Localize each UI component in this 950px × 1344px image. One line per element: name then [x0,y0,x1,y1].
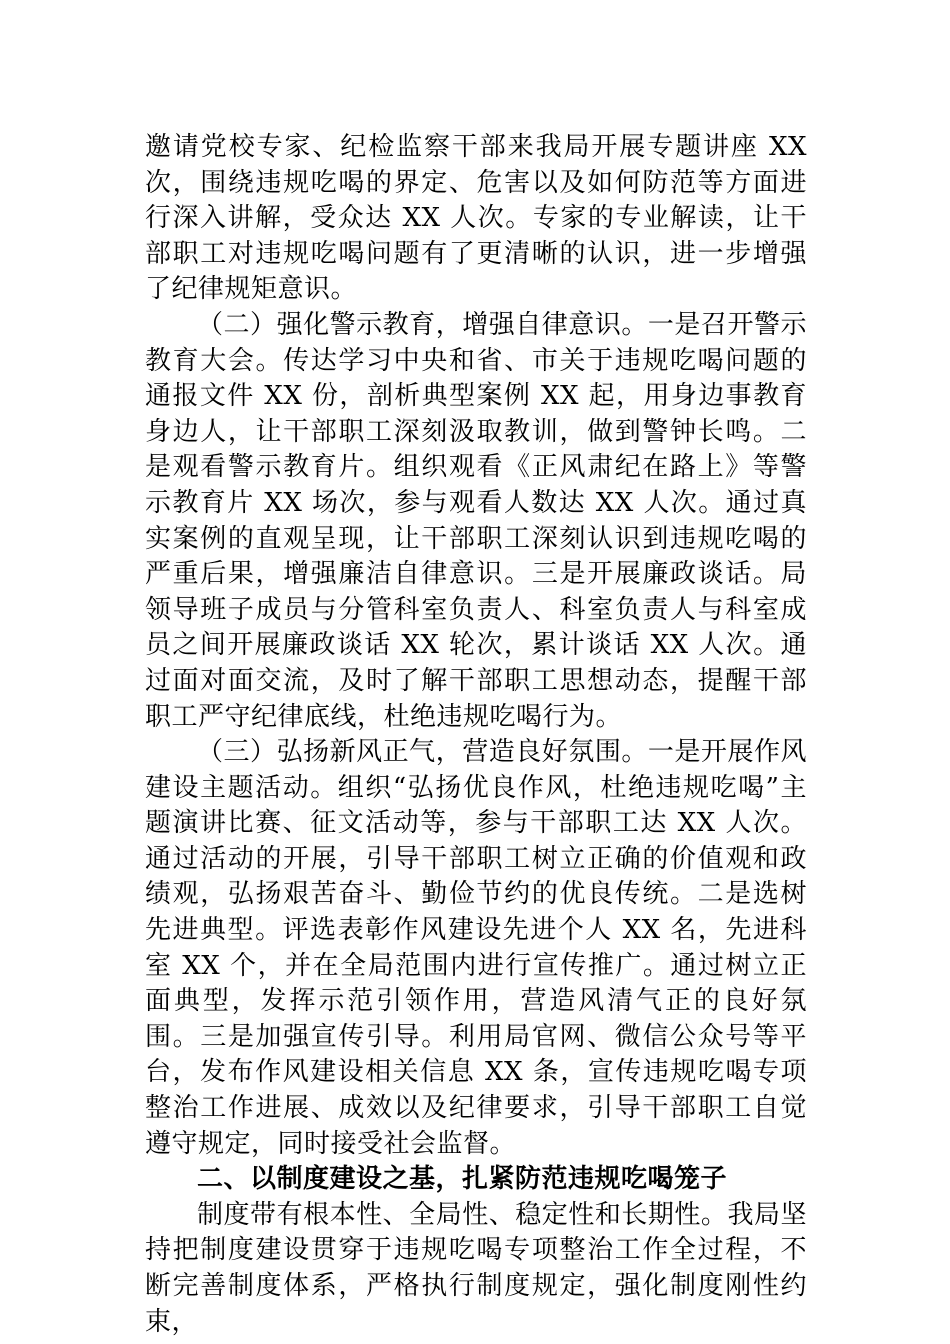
paragraph-lecture-continuation: 邀请党校专家、纪检监察干部来我局开展专题讲座 XX 次，围绕违规吃喝的界定、危害以及如何防范等方面进行深入讲解，受众达 XX 人次。专家的专业解读，让干部职工对违规吃喝问题有了更清晰的认识，进一步增强了纪律规矩意识。 [145,132,807,305]
paragraph-new-atmosphere: （三）弘扬新风正气，营造良好氛围。一是开展作风建设主题活动。组织“弘扬优良作风，杜绝违规吃喝”主题演讲比赛、征文活动等，参与干部职工达 XX 人次。通过活动的开展，引导干部职工树立正确的价值观和政绩观，弘扬艰苦奋斗、勤俭节约的优良传统。二是选树先进典型。评选表彰作风建设先进个人 XX 名，先进科室 XX 个，并在全局范围内进行宣传推广。通过树立正面典型，发挥示范引领作用，营造风清气正的良好氛围。三是加强宣传引导。利用局官网、微信公众号等平台，发布作风建设相关信息 XX 条，宣传违规吃喝专项整治工作进展、成效以及纪律要求，引导干部职工自觉遵守规定，同时接受社会监督。 [145,737,807,1159]
paragraph-institution-intro: 制度带有根本性、全局性、稳定性和长期性。我局坚持把制度建设贯穿于违规吃喝专项整治工作全过程，不断完善制度体系，严格执行制度规定，强化制度刚性约束， [145,1199,807,1337]
document-body [145,130,807,1340]
section-heading-institution-building: 二、以制度建设之基，扎紧防范违规吃喝笼子 [197,1164,728,1195]
paragraph-warning-education: （二）强化警示教育，增强自律意识。一是召开警示教育大会。传达学习中央和省、市关于违规吃喝问题的通报文件 XX 份，剖析典型案例 XX 起，用身边事教育身边人，让干部职工深刻汲取教训，做到警钟长鸣。二是观看警示教育片。组织观看《正风肃纪在路上》等警示教育片 XX 场次，参与观看人数达 XX 人次。通过真实案例的直观呈现，让干部职工深刻认识到违规吃喝的严重后果，增强廉洁自律意识。三是开展廉政谈话。局领导班子成员与分管科室负责人、科室负责人与科室成员之间开展廉政谈话 XX 轮次，累计谈话 XX 人次。通过面对面交流，及时了解干部职工思想动态，提醒干部职工严守纪律底线，杜绝违规吃喝行为。 [145,309,807,732]
